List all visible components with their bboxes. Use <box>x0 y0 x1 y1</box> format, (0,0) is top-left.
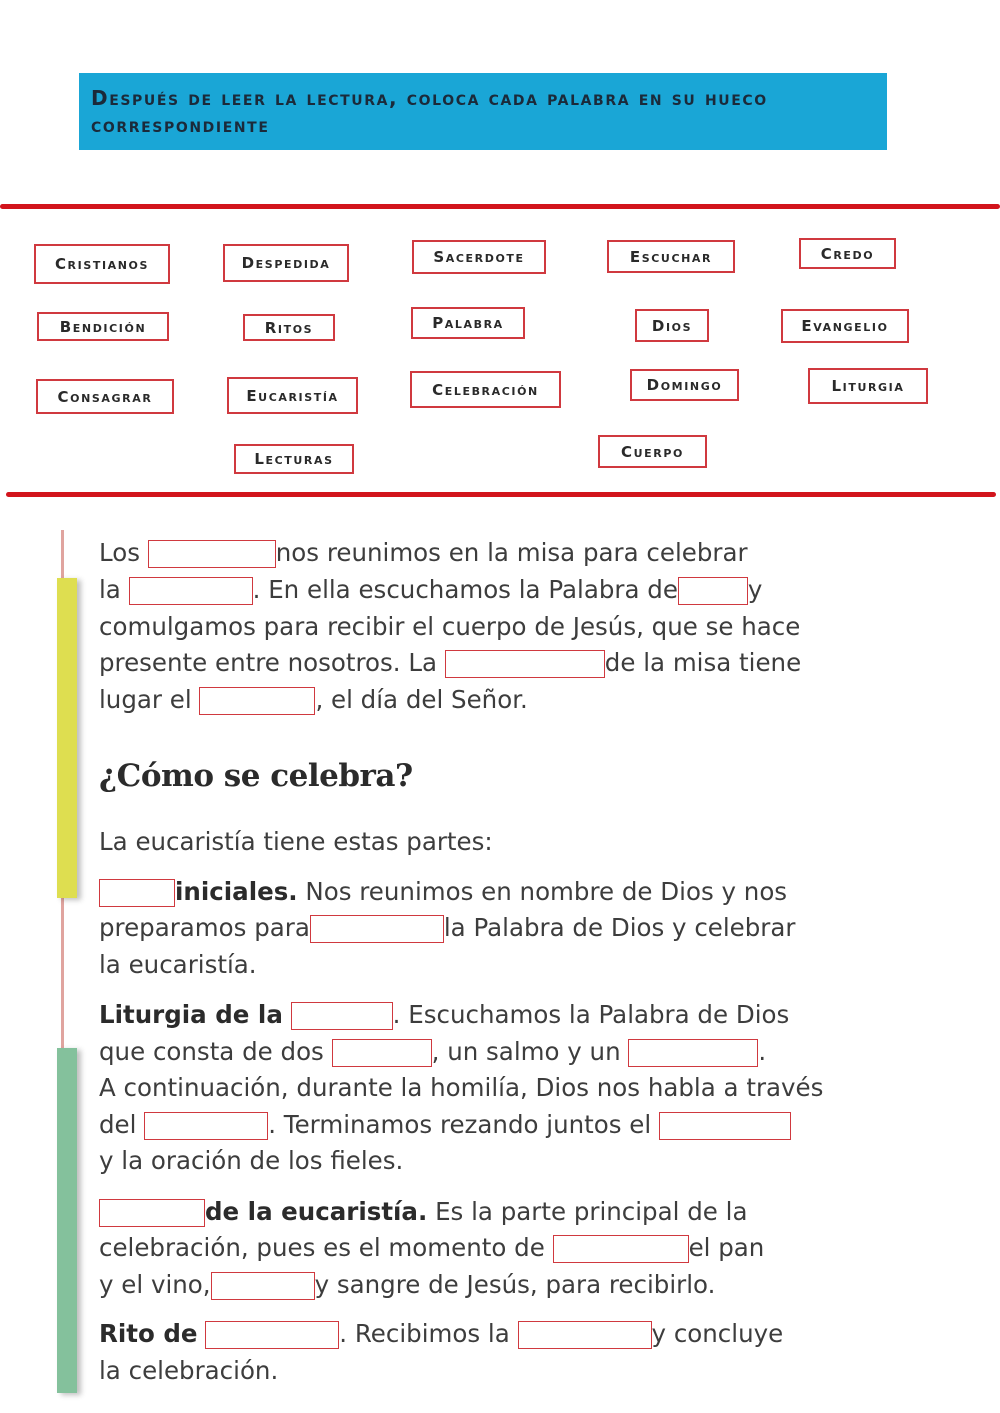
text-line: la celebración. <box>99 1356 279 1385</box>
word-chip[interactable]: Eucaristía <box>227 377 358 414</box>
text-line: celebración, pues es el momento de el pan <box>99 1233 765 1262</box>
word-chip[interactable]: Liturgia <box>808 368 928 404</box>
text-line: de la eucaristía. Es la parte principal de la <box>99 1197 747 1227</box>
answer-blank[interactable] <box>310 915 444 943</box>
word-chip[interactable]: Lecturas <box>234 444 354 474</box>
word-chip[interactable]: Celebración <box>410 371 561 408</box>
text-line: La eucaristía tiene estas partes: <box>99 827 493 856</box>
bottom-divider <box>6 492 996 497</box>
answer-blank[interactable] <box>553 1235 689 1263</box>
text-line: Rito de . Recibimos la y concluye <box>99 1319 784 1348</box>
text-line: comulgamos para recibir el cuerpo de Jesús, que se hace <box>99 612 801 641</box>
text-line: del . Terminamos rezando juntos el <box>99 1110 791 1140</box>
answer-blank[interactable] <box>199 687 315 715</box>
yellow-margin-bar <box>57 578 77 898</box>
word-chip[interactable]: Escuchar <box>607 240 735 273</box>
word-chip[interactable]: Palabra <box>411 307 525 339</box>
text-line: la . En ella escuchamos la Palabra de y <box>99 575 763 604</box>
answer-blank[interactable] <box>99 879 175 907</box>
word-chip[interactable]: Despedida <box>223 244 349 282</box>
word-chip[interactable]: Bendición <box>37 312 169 341</box>
word-chip[interactable]: Evangelio <box>781 309 909 343</box>
word-chip[interactable]: Credo <box>799 238 896 269</box>
word-chip[interactable]: Dios <box>635 309 709 342</box>
text-line: y la oración de los fieles. <box>99 1146 404 1175</box>
answer-blank[interactable] <box>678 577 748 605</box>
answer-blank[interactable] <box>445 650 605 678</box>
answer-blank[interactable] <box>291 1002 393 1030</box>
word-chip[interactable]: Cristianos <box>34 244 170 284</box>
text-line: y el vino, y sangre de Jesús, para recibirlo. <box>99 1270 716 1299</box>
word-chip[interactable]: Ritos <box>243 314 335 341</box>
top-divider <box>0 204 1000 209</box>
word-chip[interactable]: Cuerpo <box>598 435 707 468</box>
instructions-text: Después de leer la lectura, coloca cada palabra en su hueco correspondiente <box>91 86 768 137</box>
text-line: Liturgia de la . Escuchamos la Palabra de Dios <box>99 1000 790 1029</box>
green-margin-bar <box>57 1048 77 1393</box>
text-line: presente entre nosotros. La de la misa tiene <box>99 648 802 677</box>
answer-blank[interactable] <box>148 540 276 568</box>
word-chip[interactable]: Domingo <box>630 369 739 401</box>
answer-blank[interactable] <box>659 1112 791 1140</box>
text-line: Los nos reunimos en la misa para celebrar <box>99 538 748 567</box>
answer-blank[interactable] <box>211 1272 315 1300</box>
answer-blank[interactable] <box>628 1039 758 1067</box>
answer-blank[interactable] <box>518 1321 652 1349</box>
answer-blank[interactable] <box>129 577 253 605</box>
text-line: la eucaristía. <box>99 950 257 979</box>
section-heading: ¿Cómo se celebra? <box>99 758 413 794</box>
instructions-banner <box>79 73 887 150</box>
answer-blank[interactable] <box>205 1321 339 1349</box>
answer-blank[interactable] <box>332 1039 432 1067</box>
text-line: lugar el , el día del Señor. <box>99 685 528 714</box>
word-chip[interactable]: Consagrar <box>36 379 174 414</box>
word-chip[interactable]: Sacerdote <box>412 240 546 274</box>
answer-blank[interactable] <box>144 1112 268 1140</box>
text-line: A continuación, durante la homilía, Dios nos habla a través <box>99 1073 824 1102</box>
text-line: preparamos para la Palabra de Dios y celebrar <box>99 913 796 942</box>
text-line: iniciales. Nos reunimos en nombre de Dios y nos <box>99 877 787 907</box>
answer-blank[interactable] <box>99 1199 205 1227</box>
text-line: que consta de dos , un salmo y un . <box>99 1037 767 1066</box>
